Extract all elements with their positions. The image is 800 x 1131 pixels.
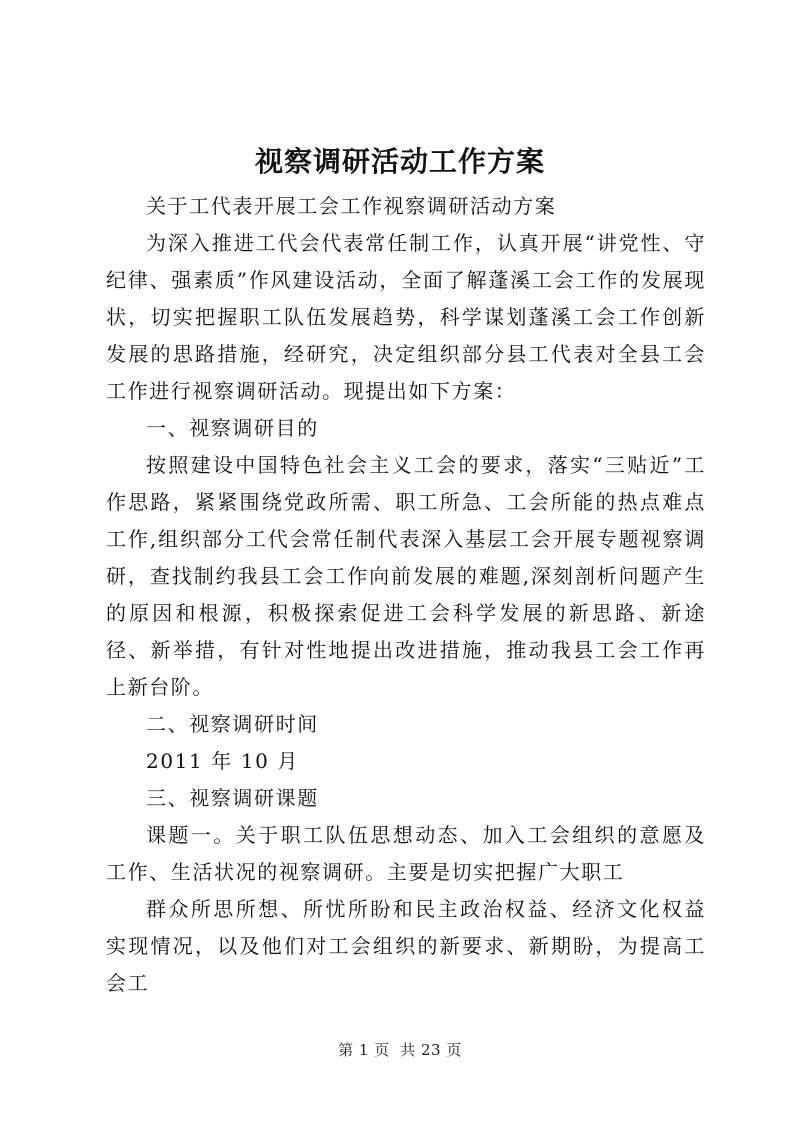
section-heading-topics: 三、视察调研课题 [146, 786, 319, 810]
paragraph-subtitle: 关于工代表开展工会工作视察调研活动方案 [146, 194, 557, 218]
paragraph-time: 2011 年 10 月 [146, 749, 300, 773]
paragraph-topic-one-continued: 群众所思所想、所忧所盼和民主政治权益、经济文化权益实现情况，以及他们对工会组织的新要求、新期盼，为提高工会工 [106, 897, 706, 995]
paragraph-topic-one: 课题一。关于职工队伍思想动态、加入工会组织的意愿及工作、生活状况的视察调研。主要是切实把握广大职工 [106, 823, 706, 884]
section-heading-time: 二、视察调研时间 [146, 712, 319, 736]
page-number-label: 第 1 页 共 23 页 [338, 1041, 462, 1059]
paragraph-intro: 为深入推进工代会代表常任制工作，认真开展“讲党性、守纪律、强素质”作风建设活动，全面了解蓬溪工会工作的发展现状，切实把握职工队伍发展趋势，科学谋划蓬溪工会工作创新发展的思路措施，经研究，决定组织部分县工代表对全县工会工作进行视察调研活动。现提出如下方案： [106, 231, 706, 403]
page-footer [0, 1040, 800, 1060]
document-title: 视察调研活动工作方案 [254, 145, 545, 178]
document-body [106, 188, 706, 1002]
paragraph-purpose: 按照建设中国特色社会主义工会的要求，落实“三贴近”工作思路，紧紧围绕党政所需、职工所急、工会所能的热点难点工作,组织部分工代会常任制代表深入基层工会开展专题视察调研，查找制约我县工会工作向前发展的难题,深刻剖析问题产生的原因和根源，积极探索促进工会科学发展的新思路、新途径、新举措，有针对性地提出改进措施，推动我县工会工作再上新台阶。 [106, 453, 706, 699]
section-heading-purpose: 一、视察调研目的 [146, 416, 319, 440]
